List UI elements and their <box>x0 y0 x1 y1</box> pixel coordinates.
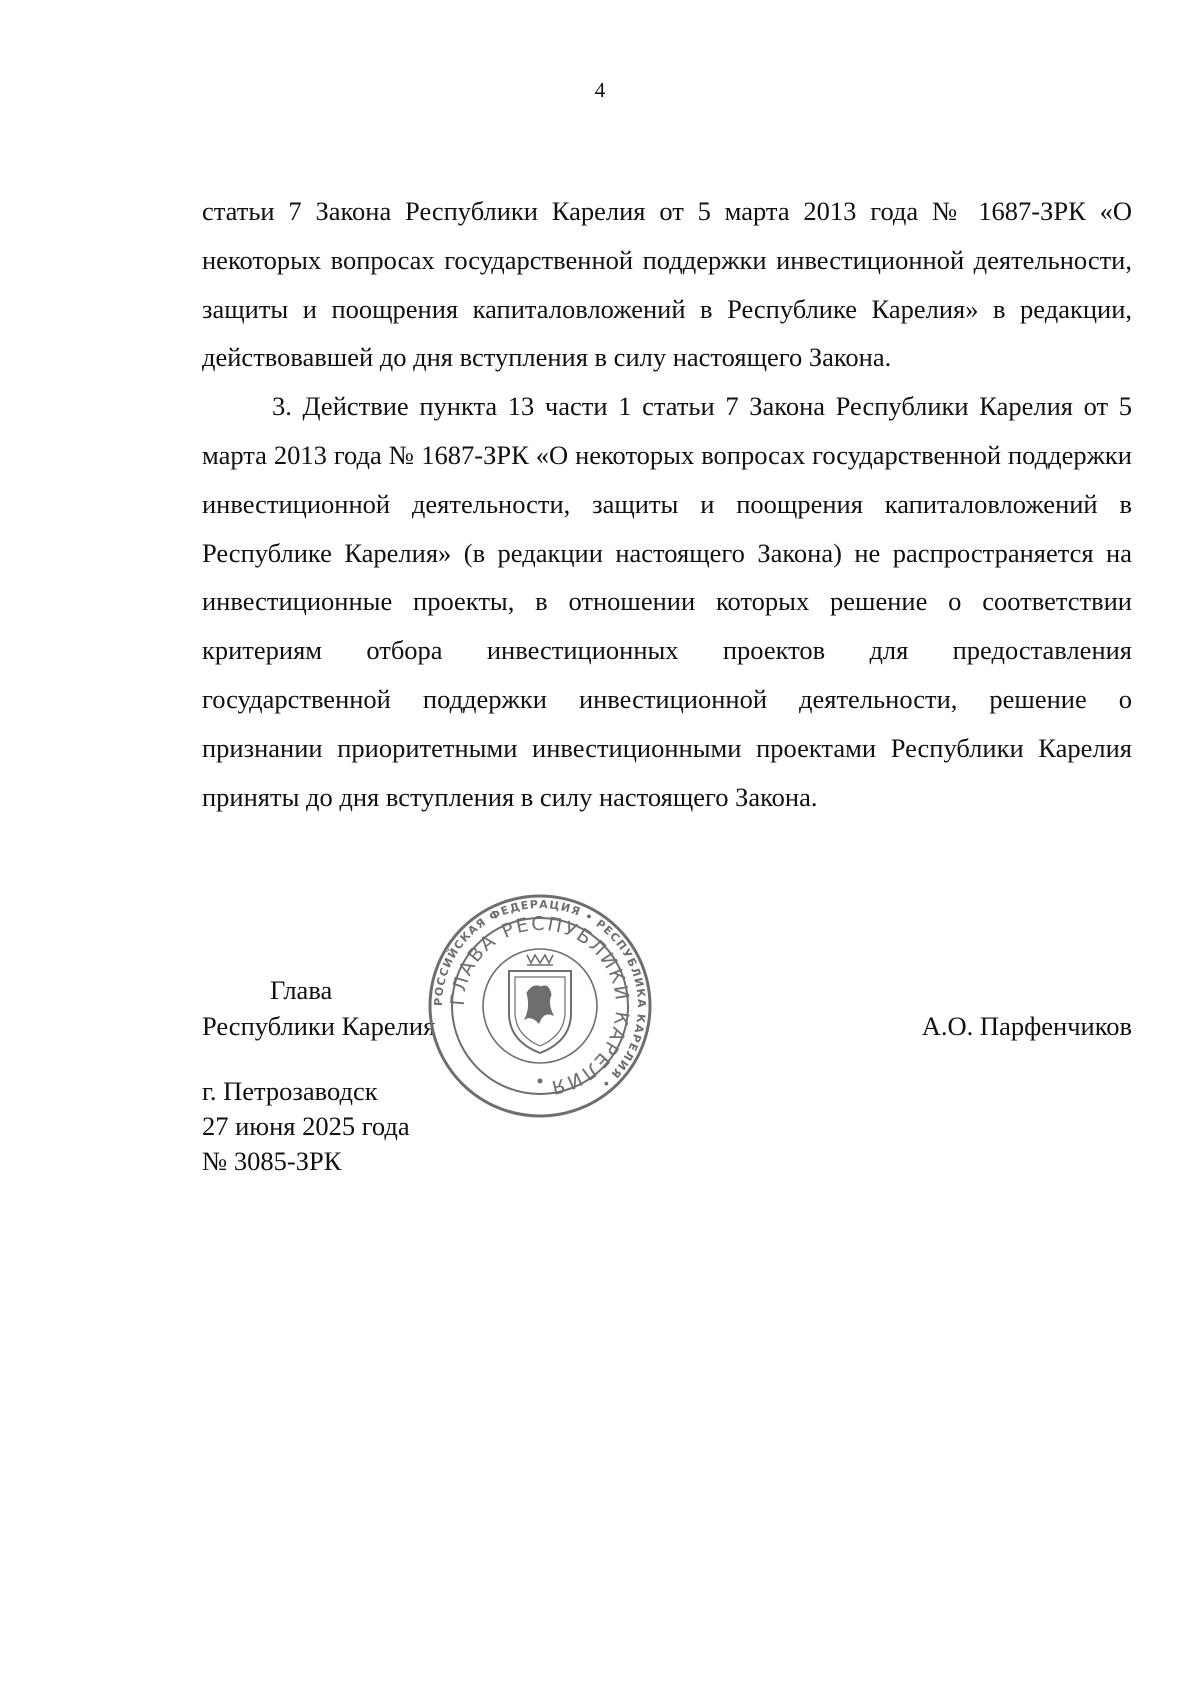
document-body <box>202 187 1132 821</box>
official-seal-icon <box>427 893 653 1119</box>
signatory-name: А.О. Парфенчиков <box>921 1011 1132 1041</box>
law-date: 27 июня 2025 года <box>202 1111 410 1141</box>
signatory-title-line2: Республики Карелия <box>202 1011 436 1041</box>
law-number: № 3085-ЗРК <box>202 1146 342 1176</box>
signatory-title-line1: Глава <box>270 975 333 1005</box>
city: г. Петрозаводск <box>202 1076 378 1106</box>
signatory-title <box>202 972 435 1044</box>
seal-inner-text: ГЛАВА РЕСПУБЛИКИ КАРЕЛИЯ <box>446 912 634 1099</box>
page-number: 4 <box>594 78 606 102</box>
paragraph-clause-3: 3. Действие пункта 13 части 1 статьи 7 Закона Республики Карелия от 5 марта 2013 года № 1687-ЗРК «О некоторых вопросах государственной поддержки инвестиционной деятельности, защиты и поощрения капиталовложений в Республике Карелия» (в редакции настоящего Закона) не распространяется на инвестиционные проекты, в отношении которых решение о соответствии критериям отбора инвестиционных проектов для предоставления государственной поддержки инвестиционной деятельности, решение о признании приоритетными инвестиционными проектами Республики Карелия приняты до дня вступления в силу настоящего Закона. <box>202 391 1132 812</box>
paragraph-continuation: статьи 7 Закона Республики Карелия от 5 марта 2013 года № 1687-ЗРК «О некоторых вопросах государственной поддержки инвестиционной деятельности, защиты и поощрения капиталовложений в Республике Карелия» в редакции, действовавшей до дня вступления в силу настоящего Закона. <box>202 196 1132 373</box>
place-date-block <box>202 1074 410 1179</box>
seal-outer-text: РОССИЙСКАЯ ФЕДЕРАЦИЯ • РЕСПУБЛИКА КАРЕЛИЯ • <box>431 897 649 1092</box>
